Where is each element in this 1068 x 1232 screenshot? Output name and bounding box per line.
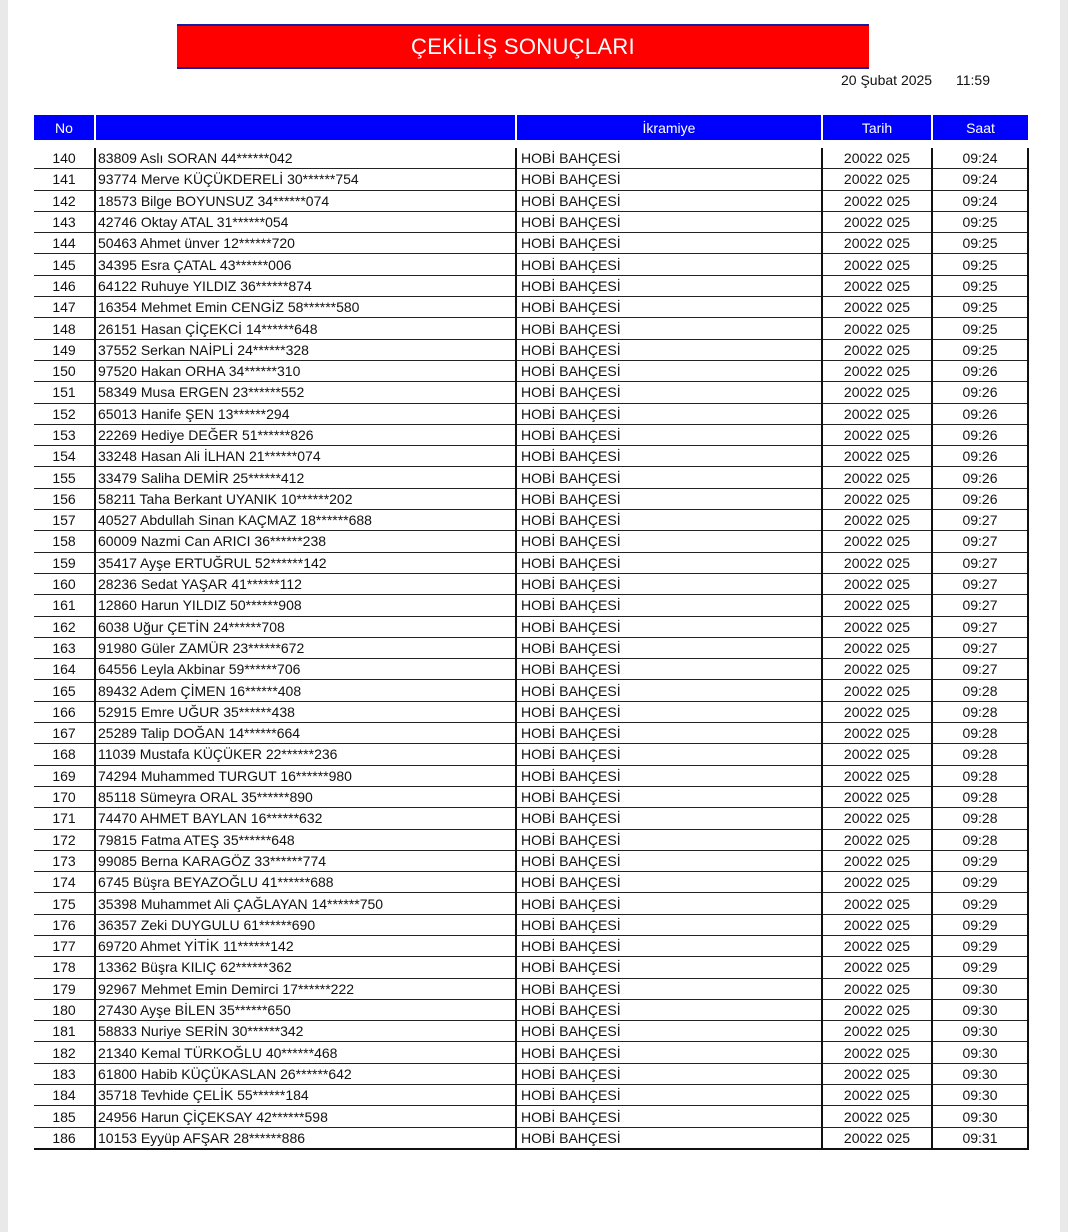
prize-name: HOBİ BAHÇESİ	[516, 1085, 822, 1106]
draw-date: 20022 025	[822, 297, 932, 318]
header-time: Saat	[932, 115, 1028, 140]
draw-time: 09:28	[932, 829, 1028, 850]
draw-date: 20022 025	[822, 978, 932, 999]
winner-name: 33479 Saliha DEMİR 25******412	[95, 467, 516, 488]
draw-time: 09:28	[932, 680, 1028, 701]
winner-name: 91980 Güler ZAMÜR 23******672	[95, 637, 516, 658]
draw-time: 09:29	[932, 850, 1028, 871]
draw-time: 09:27	[932, 659, 1028, 680]
prize-name: HOBİ BAHÇESİ	[516, 254, 822, 275]
draw-time: 09:26	[932, 403, 1028, 424]
table-row	[34, 914, 1028, 935]
table-body	[34, 148, 1028, 1149]
winner-name: 79815 Fatma ATEŞ 35******648	[95, 829, 516, 850]
prize-name: HOBİ BAHÇESİ	[516, 829, 822, 850]
draw-time: 09:25	[932, 211, 1028, 232]
table-row	[34, 254, 1028, 275]
prize-name: HOBİ BAHÇESİ	[516, 701, 822, 722]
row-number: 182	[34, 1042, 95, 1063]
table-row	[34, 999, 1028, 1020]
row-number: 164	[34, 659, 95, 680]
draw-date: 20022 025	[822, 275, 932, 296]
row-number: 186	[34, 1127, 95, 1149]
draw-time: 09:24	[932, 190, 1028, 211]
row-number: 153	[34, 424, 95, 445]
prize-name: HOBİ BAHÇESİ	[516, 275, 822, 296]
prize-name: HOBİ BAHÇESİ	[516, 1042, 822, 1063]
table-row	[34, 233, 1028, 254]
table-row	[34, 1106, 1028, 1127]
prize-name: HOBİ BAHÇESİ	[516, 382, 822, 403]
row-number: 144	[34, 233, 95, 254]
draw-date: 20022 025	[822, 360, 932, 381]
prize-name: HOBİ BAHÇESİ	[516, 510, 822, 531]
row-number: 149	[34, 339, 95, 360]
draw-time: 09:24	[932, 169, 1028, 190]
draw-date: 20022 025	[822, 382, 932, 403]
table-row	[34, 872, 1028, 893]
prize-name: HOBİ BAHÇESİ	[516, 190, 822, 211]
draw-date: 20022 025	[822, 1063, 932, 1084]
row-number: 158	[34, 531, 95, 552]
draw-date: 20022 025	[822, 1021, 932, 1042]
draw-time: 09:27	[932, 595, 1028, 616]
winner-name: 65013 Hanife ŞEN 13******294	[95, 403, 516, 424]
draw-time: 09:27	[932, 573, 1028, 594]
table-row	[34, 446, 1028, 467]
draw-date: 20022 025	[822, 318, 932, 339]
table-row	[34, 1085, 1028, 1106]
row-number: 183	[34, 1063, 95, 1084]
table-row	[34, 488, 1028, 509]
draw-time: 09:25	[932, 318, 1028, 339]
table-row	[34, 318, 1028, 339]
prize-name: HOBİ BAHÇESİ	[516, 723, 822, 744]
draw-time: 09:28	[932, 744, 1028, 765]
winner-name: 58349 Musa ERGEN 23******552	[95, 382, 516, 403]
results-table	[34, 115, 1029, 1150]
row-number: 141	[34, 169, 95, 190]
draw-time: 09:29	[932, 914, 1028, 935]
row-number: 175	[34, 893, 95, 914]
prize-name: HOBİ BAHÇESİ	[516, 148, 822, 169]
prize-name: HOBİ BAHÇESİ	[516, 339, 822, 360]
winner-name: 93774 Merve KÜÇÜKDERELİ 30******754	[95, 169, 516, 190]
draw-time: 09:25	[932, 233, 1028, 254]
draw-time: 09:24	[932, 148, 1028, 169]
winner-name: 89432 Adem ÇİMEN 16******408	[95, 680, 516, 701]
row-number: 140	[34, 148, 95, 169]
prize-name: HOBİ BAHÇESİ	[516, 765, 822, 786]
row-number: 161	[34, 595, 95, 616]
draw-date: 20022 025	[822, 999, 932, 1020]
row-number: 178	[34, 957, 95, 978]
winner-name: 42746 Oktay ATAL 31******054	[95, 211, 516, 232]
prize-name: HOBİ BAHÇESİ	[516, 446, 822, 467]
draw-date: 20022 025	[822, 786, 932, 807]
prize-name: HOBİ BAHÇESİ	[516, 403, 822, 424]
row-number: 148	[34, 318, 95, 339]
draw-time: 09:30	[932, 1042, 1028, 1063]
row-number: 172	[34, 829, 95, 850]
draw-time: 09:30	[932, 1085, 1028, 1106]
table-row	[34, 275, 1028, 296]
row-number: 156	[34, 488, 95, 509]
draw-time: 09:26	[932, 488, 1028, 509]
table-row	[34, 360, 1028, 381]
draw-date: 20022 025	[822, 659, 932, 680]
draw-date: 20022 025	[822, 850, 932, 871]
draw-time: 09:30	[932, 999, 1028, 1020]
winner-name: 99085 Berna KARAGÖZ 33******774	[95, 850, 516, 871]
row-number: 170	[34, 786, 95, 807]
row-number: 160	[34, 573, 95, 594]
prize-name: HOBİ BAHÇESİ	[516, 872, 822, 893]
winner-name: 6745 Büşra BEYAZOĞLU 41******688	[95, 872, 516, 893]
draw-date: 20022 025	[822, 233, 932, 254]
draw-date: 20022 025	[822, 254, 932, 275]
draw-date: 20022 025	[822, 446, 932, 467]
draw-date: 20022 025	[822, 190, 932, 211]
header-date: Tarih	[822, 115, 932, 140]
winner-name: 92967 Mehmet Emin Demirci 17******222	[95, 978, 516, 999]
row-number: 163	[34, 637, 95, 658]
draw-time: 09:26	[932, 382, 1028, 403]
row-number: 165	[34, 680, 95, 701]
winner-name: 40527 Abdullah Sinan KAÇMAZ 18******688	[95, 510, 516, 531]
table-row	[34, 701, 1028, 722]
row-number: 177	[34, 935, 95, 956]
prize-name: HOBİ BAHÇESİ	[516, 595, 822, 616]
row-number: 180	[34, 999, 95, 1020]
winner-name: 35417 Ayşe ERTUĞRUL 52******142	[95, 552, 516, 573]
draw-time: 09:26	[932, 360, 1028, 381]
draw-time: 09:30	[932, 1063, 1028, 1084]
table-row	[34, 424, 1028, 445]
draw-date: 20022 025	[822, 872, 932, 893]
prize-name: HOBİ BAHÇESİ	[516, 233, 822, 254]
draw-time: 09:25	[932, 275, 1028, 296]
table-row	[34, 786, 1028, 807]
report-time: 11:59	[955, 72, 990, 88]
prize-name: HOBİ BAHÇESİ	[516, 552, 822, 573]
row-number: 143	[34, 211, 95, 232]
row-number: 152	[34, 403, 95, 424]
prize-name: HOBİ BAHÇESİ	[516, 808, 822, 829]
draw-date: 20022 025	[822, 637, 932, 658]
row-number: 154	[34, 446, 95, 467]
draw-time: 09:27	[932, 616, 1028, 637]
draw-time: 09:28	[932, 786, 1028, 807]
draw-time: 09:27	[932, 637, 1028, 658]
draw-date: 20022 025	[822, 467, 932, 488]
header-name	[95, 115, 516, 140]
winner-name: 60009 Nazmi Can ARICI 36******238	[95, 531, 516, 552]
prize-name: HOBİ BAHÇESİ	[516, 360, 822, 381]
winner-name: 64122 Ruhuye YILDIZ 36******874	[95, 275, 516, 296]
winner-name: 13362 Büşra KILIÇ 62******362	[95, 957, 516, 978]
draw-date: 20022 025	[822, 488, 932, 509]
table-row	[34, 148, 1028, 169]
draw-date: 20022 025	[822, 211, 932, 232]
row-number: 171	[34, 808, 95, 829]
draw-time: 09:26	[932, 424, 1028, 445]
prize-name: HOBİ BAHÇESİ	[516, 659, 822, 680]
winner-name: 34395 Esra ÇATAL 43******006	[95, 254, 516, 275]
page-title: ÇEKİLİŞ SONUÇLARI	[177, 24, 869, 69]
table-row	[34, 552, 1028, 573]
row-number: 162	[34, 616, 95, 637]
table-row	[34, 765, 1028, 786]
prize-name: HOBİ BAHÇESİ	[516, 893, 822, 914]
winner-name: 61800 Habib KÜÇÜKASLAN 26******642	[95, 1063, 516, 1084]
prize-name: HOBİ BAHÇESİ	[516, 850, 822, 871]
draw-date: 20022 025	[822, 1127, 932, 1149]
winner-name: 37552 Serkan NAİPLİ 24******328	[95, 339, 516, 360]
prize-name: HOBİ BAHÇESİ	[516, 1127, 822, 1149]
draw-date: 20022 025	[822, 552, 932, 573]
table-row	[34, 211, 1028, 232]
winner-name: 74294 Muhammed TURGUT 16******980	[95, 765, 516, 786]
table-row	[34, 978, 1028, 999]
table-row	[34, 403, 1028, 424]
draw-time: 09:26	[932, 446, 1028, 467]
header-no: No	[34, 115, 95, 140]
draw-time: 09:31	[932, 1127, 1028, 1149]
table-row	[34, 637, 1028, 658]
prize-name: HOBİ BAHÇESİ	[516, 1063, 822, 1084]
winner-name: 85118 Sümeyra ORAL 35******890	[95, 786, 516, 807]
prize-name: HOBİ BAHÇESİ	[516, 573, 822, 594]
draw-time: 09:30	[932, 978, 1028, 999]
winner-name: 52915 Emre UĞUR 35******438	[95, 701, 516, 722]
row-number: 184	[34, 1085, 95, 1106]
draw-date: 20022 025	[822, 701, 932, 722]
table-row	[34, 935, 1028, 956]
draw-time: 09:26	[932, 467, 1028, 488]
prize-name: HOBİ BAHÇESİ	[516, 616, 822, 637]
winner-name: 50463 Ahmet ünver 12******720	[95, 233, 516, 254]
draw-time: 09:30	[932, 1106, 1028, 1127]
winner-name: 64556 Leyla Akbinar 59******706	[95, 659, 516, 680]
winner-name: 58211 Taha Berkant UYANIK 10******202	[95, 488, 516, 509]
draw-time: 09:30	[932, 1021, 1028, 1042]
draw-time: 09:29	[932, 872, 1028, 893]
table-row	[34, 190, 1028, 211]
row-number: 185	[34, 1106, 95, 1127]
winner-name: 26151 Hasan ÇİÇEKCİ 14******648	[95, 318, 516, 339]
draw-time: 09:28	[932, 723, 1028, 744]
prize-name: HOBİ BAHÇESİ	[516, 999, 822, 1020]
row-number: 179	[34, 978, 95, 999]
winner-name: 12860 Harun YILDIZ 50******908	[95, 595, 516, 616]
prize-name: HOBİ BAHÇESİ	[516, 169, 822, 190]
draw-date: 20022 025	[822, 510, 932, 531]
winner-name: 58833 Nuriye SERİN 30******342	[95, 1021, 516, 1042]
draw-date: 20022 025	[822, 723, 932, 744]
row-number: 151	[34, 382, 95, 403]
row-number: 176	[34, 914, 95, 935]
draw-date: 20022 025	[822, 1042, 932, 1063]
row-number: 169	[34, 765, 95, 786]
draw-date: 20022 025	[822, 339, 932, 360]
row-number: 155	[34, 467, 95, 488]
table-row	[34, 957, 1028, 978]
winner-name: 35718 Tevhide ÇELİK 55******184	[95, 1085, 516, 1106]
winner-name: 24956 Harun ÇİÇEKSAY 42******598	[95, 1106, 516, 1127]
prize-name: HOBİ BAHÇESİ	[516, 1106, 822, 1127]
prize-name: HOBİ BAHÇESİ	[516, 318, 822, 339]
winner-name: 33248 Hasan Ali İLHAN 21******074	[95, 446, 516, 467]
row-number: 157	[34, 510, 95, 531]
winner-name: 10153 Eyyüp AFŞAR 28******886	[95, 1127, 516, 1149]
draw-date: 20022 025	[822, 403, 932, 424]
table-row	[34, 616, 1028, 637]
winner-name: 83809 Aslı SORAN 44******042	[95, 148, 516, 169]
table-row	[34, 808, 1028, 829]
winner-name: 27430 Ayşe BİLEN 35******650	[95, 999, 516, 1020]
draw-time: 09:27	[932, 531, 1028, 552]
draw-time: 09:28	[932, 765, 1028, 786]
draw-date: 20022 025	[822, 829, 932, 850]
draw-time: 09:29	[932, 935, 1028, 956]
table-row	[34, 829, 1028, 850]
winner-name: 6038 Uğur ÇETİN 24******708	[95, 616, 516, 637]
draw-date: 20022 025	[822, 935, 932, 956]
prize-name: HOBİ BAHÇESİ	[516, 935, 822, 956]
table-row	[34, 1021, 1028, 1042]
winner-name: 22269 Hediye DEĞER 51******826	[95, 424, 516, 445]
row-number: 150	[34, 360, 95, 381]
table-row	[34, 850, 1028, 871]
draw-date: 20022 025	[822, 765, 932, 786]
draw-date: 20022 025	[822, 616, 932, 637]
table-row	[34, 744, 1028, 765]
draw-date: 20022 025	[822, 914, 932, 935]
prize-name: HOBİ BAHÇESİ	[516, 680, 822, 701]
draw-time: 09:25	[932, 297, 1028, 318]
table-row	[34, 510, 1028, 531]
row-number: 174	[34, 872, 95, 893]
table-row	[34, 595, 1028, 616]
prize-name: HOBİ BAHÇESİ	[516, 978, 822, 999]
draw-date: 20022 025	[822, 573, 932, 594]
table-header-row	[34, 115, 1028, 140]
table-row	[34, 573, 1028, 594]
table-row	[34, 531, 1028, 552]
draw-date: 20022 025	[822, 744, 932, 765]
draw-time: 09:28	[932, 808, 1028, 829]
draw-date: 20022 025	[822, 148, 932, 169]
winner-name: 36357 Zeki DUYGULU 61******690	[95, 914, 516, 935]
winner-name: 28236 Sedat YAŞAR 41******112	[95, 573, 516, 594]
table-row	[34, 723, 1028, 744]
draw-time: 09:29	[932, 957, 1028, 978]
prize-name: HOBİ BAHÇESİ	[516, 211, 822, 232]
draw-time: 09:27	[932, 552, 1028, 573]
row-number: 166	[34, 701, 95, 722]
prize-name: HOBİ BAHÇESİ	[516, 637, 822, 658]
row-number: 181	[34, 1021, 95, 1042]
prize-name: HOBİ BAHÇESİ	[516, 531, 822, 552]
prize-name: HOBİ BAHÇESİ	[516, 786, 822, 807]
prize-name: HOBİ BAHÇESİ	[516, 1021, 822, 1042]
prize-name: HOBİ BAHÇESİ	[516, 488, 822, 509]
winner-name: 25289 Talip DOĞAN 14******664	[95, 723, 516, 744]
table-row	[34, 297, 1028, 318]
row-number: 147	[34, 297, 95, 318]
draw-time: 09:29	[932, 893, 1028, 914]
draw-date: 20022 025	[822, 424, 932, 445]
table-row	[34, 467, 1028, 488]
draw-date: 20022 025	[822, 1085, 932, 1106]
draw-date: 20022 025	[822, 808, 932, 829]
draw-date: 20022 025	[822, 531, 932, 552]
report-date: 20 Şubat 2025	[841, 72, 933, 88]
table-row	[34, 1127, 1028, 1149]
table-row	[34, 169, 1028, 190]
draw-date: 20022 025	[822, 1106, 932, 1127]
winner-name: 69720 Ahmet YİTİK 11******142	[95, 935, 516, 956]
document-page	[8, 0, 1060, 1232]
draw-time: 09:27	[932, 510, 1028, 531]
draw-date: 20022 025	[822, 680, 932, 701]
winner-name: 11039 Mustafa KÜÇÜKER 22******236	[95, 744, 516, 765]
draw-date: 20022 025	[822, 893, 932, 914]
prize-name: HOBİ BAHÇESİ	[516, 297, 822, 318]
report-datetime	[841, 72, 990, 88]
row-number: 146	[34, 275, 95, 296]
table-row	[34, 339, 1028, 360]
row-number: 173	[34, 850, 95, 871]
draw-date: 20022 025	[822, 169, 932, 190]
row-number: 168	[34, 744, 95, 765]
header-spacer	[34, 140, 1028, 148]
draw-time: 09:28	[932, 701, 1028, 722]
table-row	[34, 1063, 1028, 1084]
table-row	[34, 659, 1028, 680]
winner-name: 97520 Hakan ORHA 34******310	[95, 360, 516, 381]
draw-time: 09:25	[932, 254, 1028, 275]
winner-name: 35398 Muhammet Ali ÇAĞLAYAN 14******750	[95, 893, 516, 914]
prize-name: HOBİ BAHÇESİ	[516, 424, 822, 445]
table-row	[34, 680, 1028, 701]
row-number: 145	[34, 254, 95, 275]
winner-name: 16354 Mehmet Emin CENGİZ 58******580	[95, 297, 516, 318]
prize-name: HOBİ BAHÇESİ	[516, 744, 822, 765]
table-row	[34, 382, 1028, 403]
table-row	[34, 893, 1028, 914]
prize-name: HOBİ BAHÇESİ	[516, 957, 822, 978]
header-prize: İkramiye	[516, 115, 822, 140]
winner-name: 74470 AHMET BAYLAN 16******632	[95, 808, 516, 829]
row-number: 159	[34, 552, 95, 573]
row-number: 167	[34, 723, 95, 744]
draw-date: 20022 025	[822, 595, 932, 616]
draw-date: 20022 025	[822, 957, 932, 978]
winner-name: 21340 Kemal TÜRKOĞLU 40******468	[95, 1042, 516, 1063]
table-row	[34, 1042, 1028, 1063]
row-number: 142	[34, 190, 95, 211]
draw-time: 09:25	[932, 339, 1028, 360]
prize-name: HOBİ BAHÇESİ	[516, 467, 822, 488]
prize-name: HOBİ BAHÇESİ	[516, 914, 822, 935]
winner-name: 18573 Bilge BOYUNSUZ 34******074	[95, 190, 516, 211]
